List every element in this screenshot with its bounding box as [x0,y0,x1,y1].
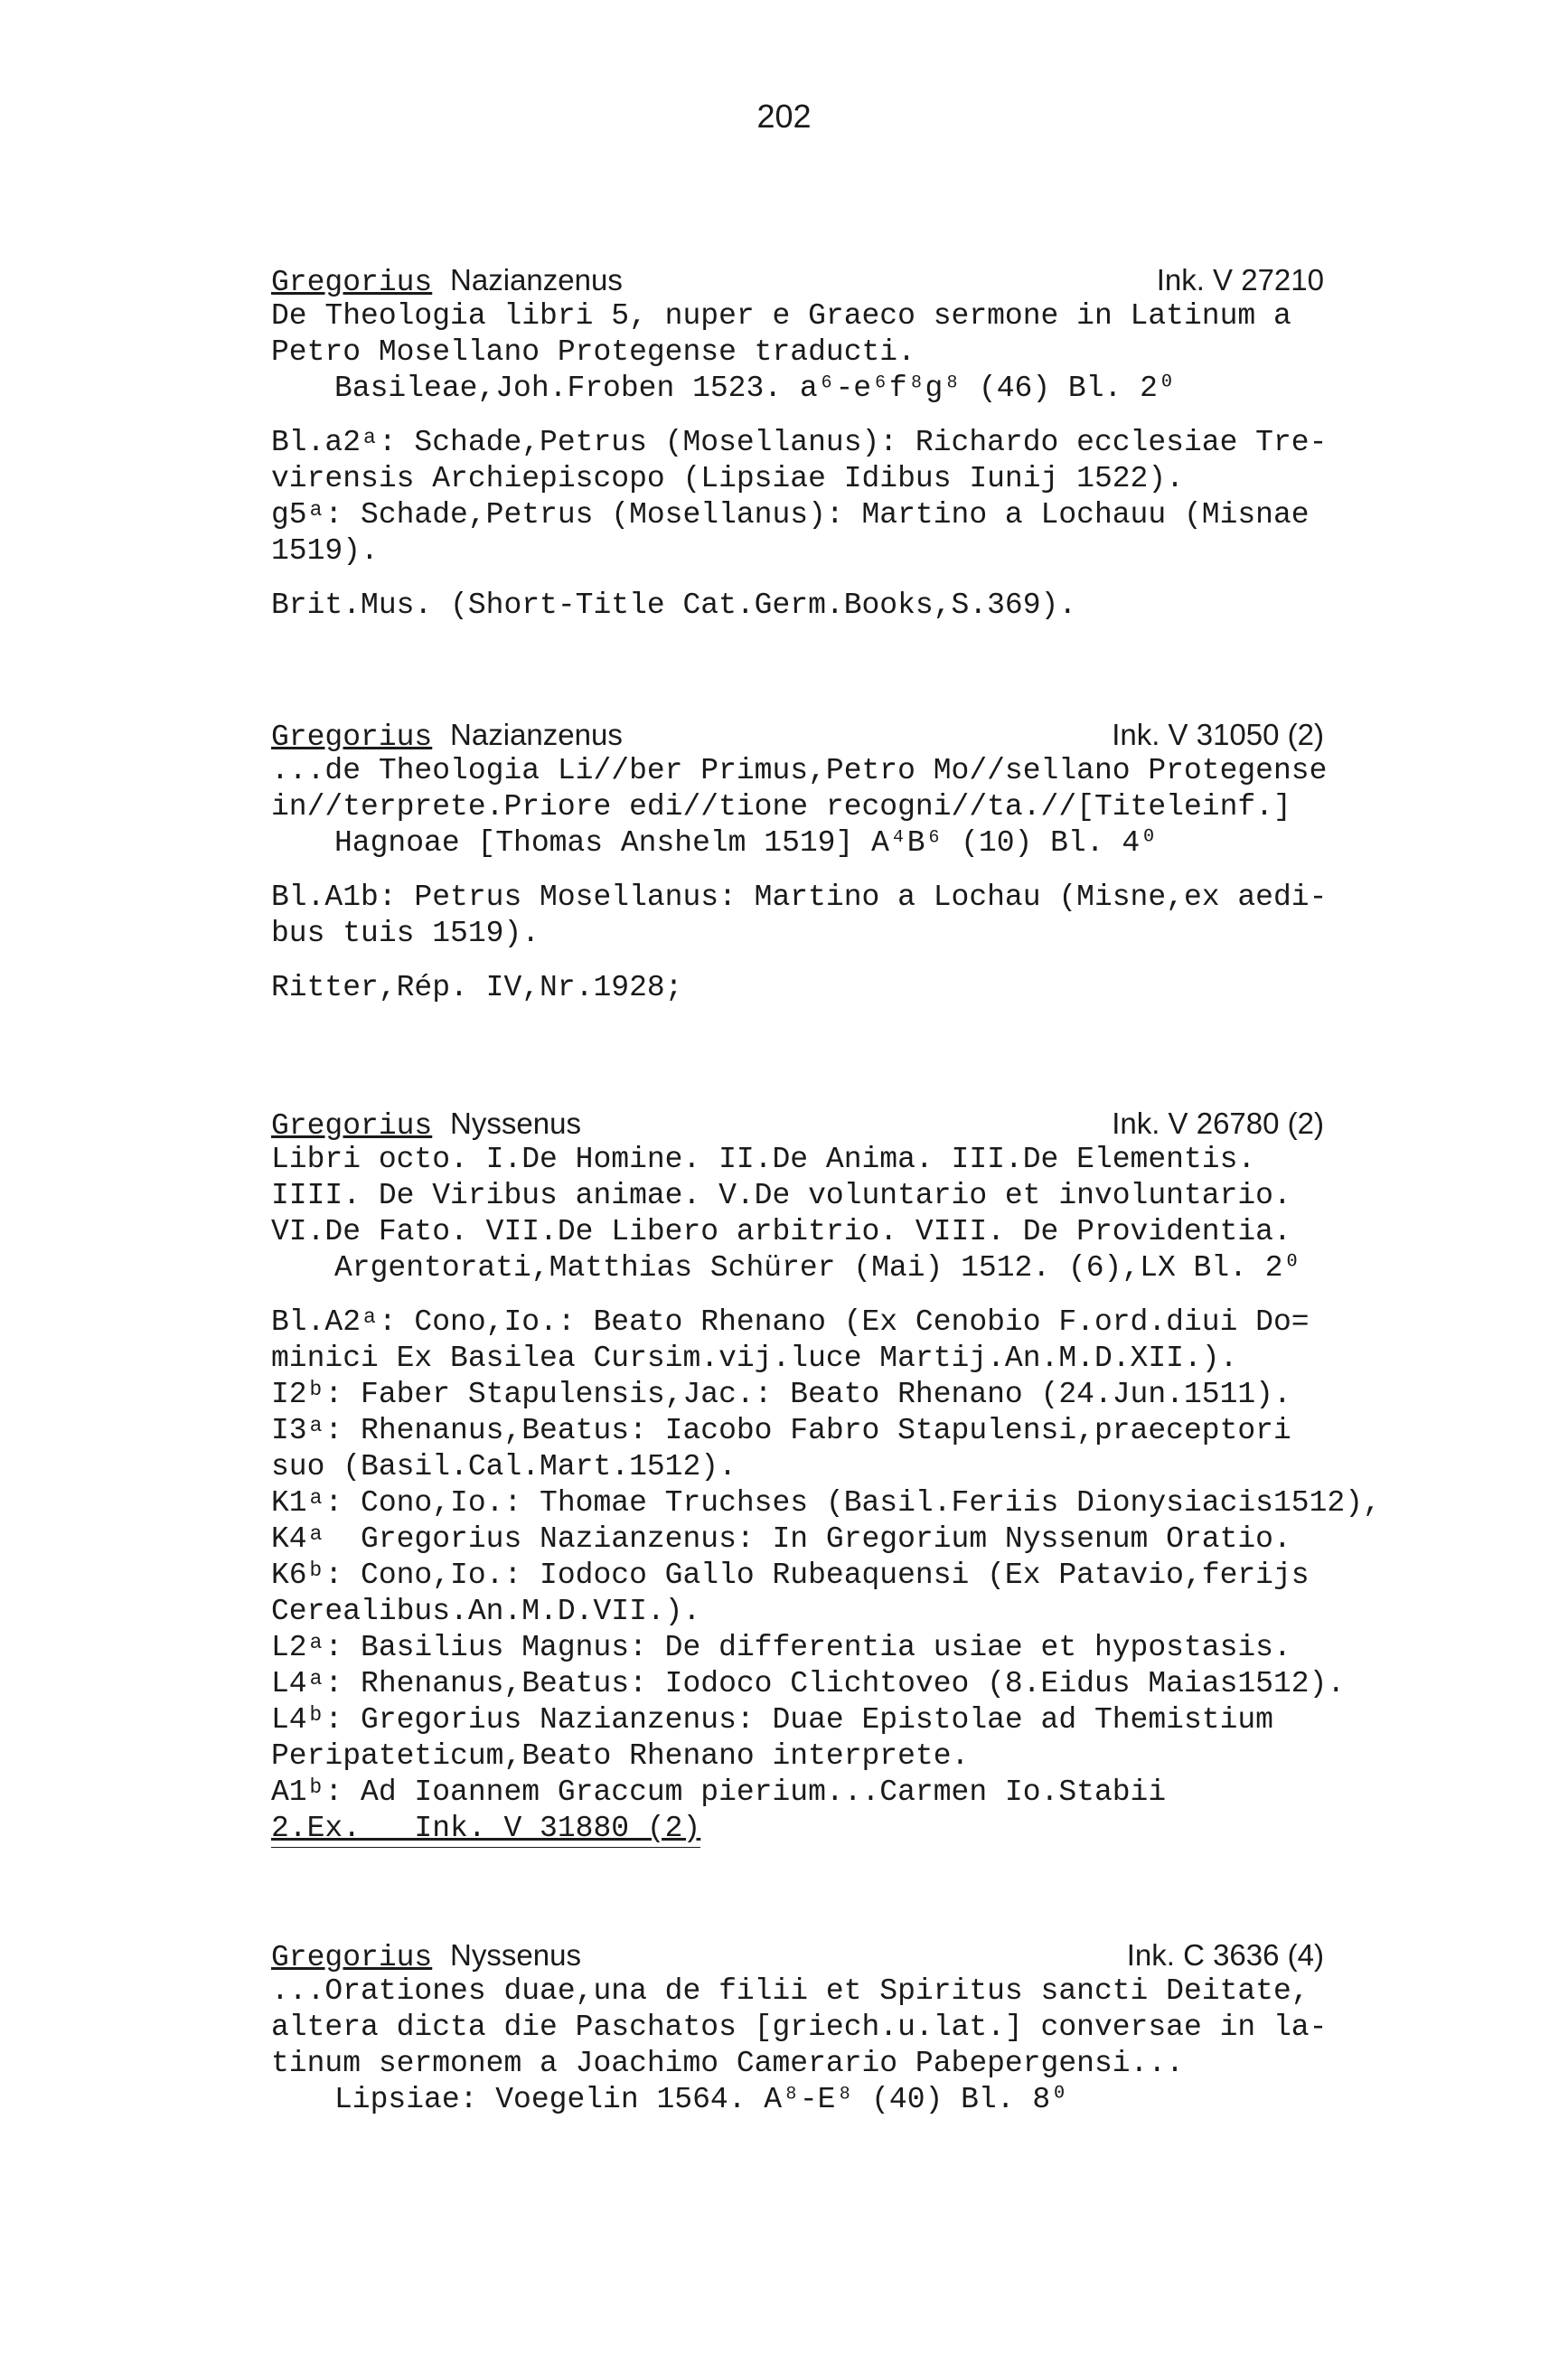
entry-line: De Theologia libri 5, nuper e Graeco sermone in Latinum a [271,299,1291,333]
entry-line: altera dicta die Paschatos [griech.u.lat.] conversae in la- [271,2011,1328,2044]
imprint-line: Hagnoae [Thomas Anshelm 1519] A⁴B⁶ (10) Bl. 4⁰ [334,826,1159,860]
author-name [271,262,623,298]
entry-line: L2ᵃ: Basilius Magnus: De differentia usiae et hypostasis. [271,1631,1291,1664]
entry-line: 1519). [271,534,379,568]
second-copy-line [271,1811,1437,1847]
shelfmark: Ink. V 27210 [1156,263,1324,297]
entry-heading [271,262,1437,298]
spacer [271,407,1437,425]
entry-heading [271,1937,1437,1973]
shelfmark: Ink. V 26780 (2) [1112,1107,1324,1140]
entry-line: Petro Mosellano Protegense traducti. [271,335,915,369]
entry-line: Bl.A2ᵃ: Cono,Io.: Beato Rhenano (Ex Cenobio F.ord.diui Do= [271,1305,1310,1339]
entry-line: Libri octo. I.De Homine. II.De Anima. III.De Elementis. [271,1143,1256,1176]
entry-line: K1ᵃ: Cono,Io.: Thomae Truchses (Basil.Feriis Dionysiacis1512), [271,1486,1381,1520]
entry-line: Cerealibus.An.M.D.VII.). [271,1595,701,1628]
spacer [271,862,1437,880]
entry-heading [271,1106,1437,1142]
entry-line: I2ᵇ: Faber Stapulensis,Jac.: Beato Rhenano (24.Jun.1511). [271,1378,1291,1411]
catalog-entry [271,1106,1437,1847]
entry-line: Bl.A1b: Petrus Mosellanus: Martino a Lochau (Misne,ex aedi- [271,881,1328,914]
entry-heading [271,717,1437,753]
entry-line: Peripateticum,Beato Rhenano interprete. [271,1739,970,1773]
entry-line: L4ᵇ: Gregorius Nazianzenus: Duae Epistolae ad Themistium [271,1703,1273,1737]
entry-line: IIII. De Viribus animae. V.De voluntario et involuntario. [271,1179,1291,1212]
author-given: Nyssenus [450,1938,581,1972]
imprint-line: Lipsiae: Voegelin 1564. A⁸-E⁸ (40) Bl. 8⁰ [334,2083,1068,2116]
author-given: Nazianzenus [450,718,623,751]
author-surname: Gregorius [271,721,433,754]
entry-line: L4ᵃ: Rhenanus,Beatus: Iodoco Clichtoveo (8.Eidus Maias1512). [271,1667,1346,1700]
entry-line: virensis Archiepiscopo (Lipsiae Idibus Iunij 1522). [271,462,1184,495]
entry-line: I3ᵃ: Rhenanus,Beatus: Iacobo Fabro Stapulensi,praeceptori [271,1414,1291,1447]
entry-line: ...Orationes duae,una de filii et Spiritus sancti Deitate, [271,1974,1310,2008]
second-copy: 2.Ex. Ink. V 31880 (2) [271,1811,700,1848]
entry-line: ...de Theologia Li//ber Primus,Petro Mo//sellano Protegense [271,754,1328,787]
catalog-entry [271,262,1437,624]
entry-line: K6ᵇ: Cono,Io.: Iodoco Gallo Rubeaquensi (Ex Patavio,ferijs [271,1559,1310,1592]
entry-line: g5ᵃ: Schade,Petrus (Mosellanus): Martino a Lochauu (Misnae [271,498,1310,532]
entry-line: minici Ex Basilea Cursim.vij.luce Martij.An.M.D.XII.). [271,1342,1238,1375]
shelfmark: Ink. C 3636 (4) [1126,1938,1324,1972]
author-given: Nyssenus [450,1107,581,1140]
reference-line: Ritter,Rép. IV,Nr.1928; [271,971,683,1004]
author-surname: Gregorius [271,1109,433,1143]
catalog-entry [271,717,1437,1006]
entry-line: suo (Basil.Cal.Mart.1512). [271,1450,737,1483]
entry-line: A1ᵇ: Ad Ioannem Graccum pierium...Carmen Io.Stabii [271,1775,1167,1809]
reference-line: Brit.Mus. (Short-Title Cat.Germ.Books,S.369). [271,589,1077,622]
page-number: 202 [756,98,812,135]
author-given: Nazianzenus [450,263,623,297]
entry-line: K4ᵃ Gregorius Nazianzenus: In Gregorium Nyssenum Oratio. [271,1522,1291,1556]
shelfmark: Ink. V 31050 (2) [1112,718,1324,751]
author-name [271,1937,581,1973]
spacer [271,570,1437,588]
entry-line: tinum sermonem a Joachimo Camerario Pabepergensi... [271,2047,1184,2080]
author-surname: Gregorius [271,266,433,299]
entry-line: VI.De Fato. VII.De Libero arbitrio. VIII. De Providentia. [271,1215,1291,1248]
entry-line: bus tuis 1519). [271,917,540,950]
imprint-line: Argentorati,Matthias Schürer (Mai) 1512. (6),LX Bl. 2⁰ [334,1251,1301,1285]
catalog-entry [271,1937,1437,2118]
author-name [271,1106,581,1142]
entry-line: in//terprete.Priore edi//tione recogni//ta.//[Titeleinf.] [271,790,1291,824]
entry-line: Bl.a2ᵃ: Schade,Petrus (Mosellanus): Richardo ecclesiae Tre- [271,426,1328,459]
author-surname: Gregorius [271,1941,433,1974]
spacer [271,1286,1437,1304]
author-name [271,717,623,753]
spacer [271,952,1437,970]
imprint-line: Basileae,Joh.Froben 1523. a⁶-e⁶f⁸g⁸ (46) Bl. 2⁰ [334,372,1176,405]
